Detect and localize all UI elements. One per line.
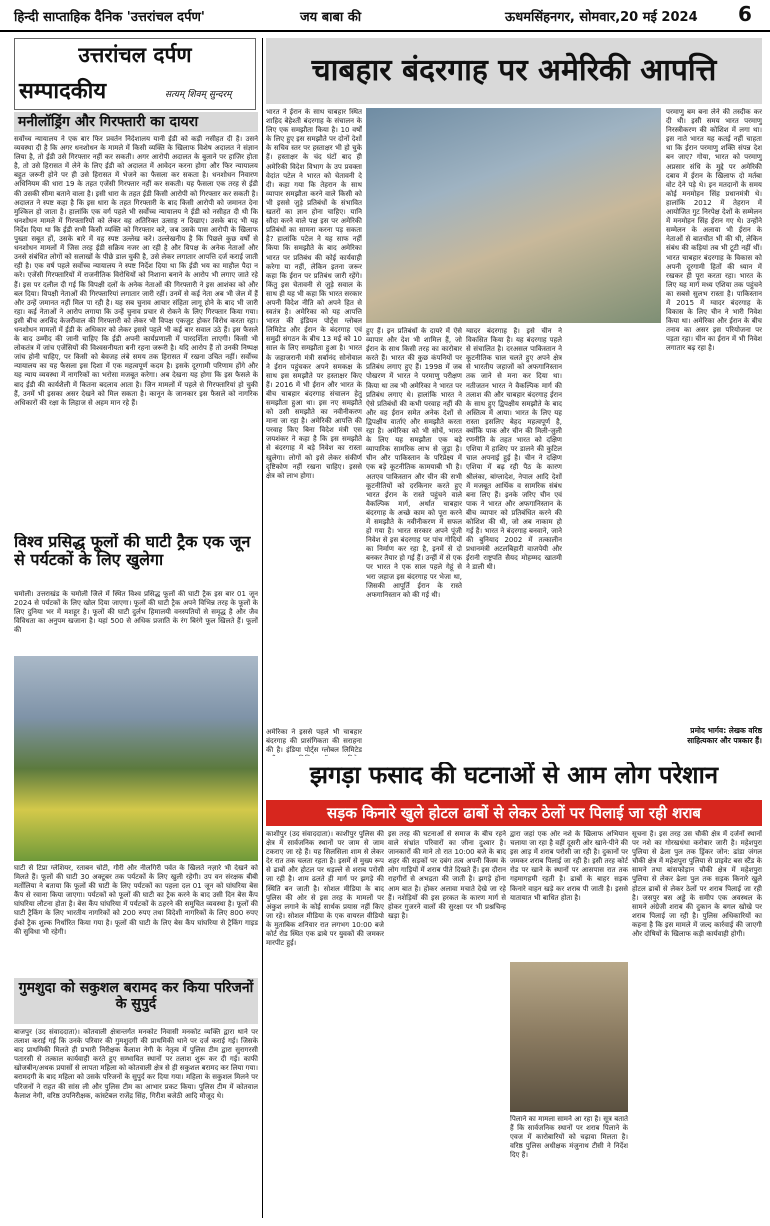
riot-headline: झगड़ा फसाद की घटनाओं से आम लोग परेशान	[309, 762, 719, 789]
riot-subheadline: सड़क किनारे खुले होटल ढाबों से लेकर ठेलों पर पिलाई जा रही शराब	[266, 800, 762, 826]
page-number: 6	[738, 2, 752, 26]
valley-photo	[14, 656, 258, 861]
valley-body-top: चमोली। उत्तराखंड के चमोली जिले में स्थित विश्व प्रसिद्ध फूलों की घाटी ट्रैक इस बार 01 जून 2024 से पर्यटकों के लिए खोल दिया जाएगा। फूलों की घाटी ट्रैक अपने विभिन्न तरह के फूलों के लिए दुनिया भर में मशहूर है। फूलों की घाटी दुर्लभ हिमालयी वनस्पतियों से समृद्ध है और जैव विविधता का अनुपम खजाना है। यहां 500 से अधिक प्रजाति के रंग बिरंगे फूल खिलते हैं। फूलों की	[14, 590, 258, 635]
masthead-bar	[0, 0, 770, 32]
chabahar-col3: ग्वादर बंदरगाह है। इसे चीन ने विकसित किया है। यह बंदरगाह पहले से संचालित है। दरअसल पाकिस्तान ने कूटनीतिक चाल चलते हुए अपने क्षेत्र से भारतीय जहाजों को अफगानिस्तान तक जाने से मना कर दिया था। नतीजतन भारत ने वैकल्पिक मार्ग की तलाश की और चाबहार बंदरगाह ईरान के साथ हुए द्विपक्षीय समझौते के बाद अस्तित्व में आया। भारत के लिए यह रास्ता इसलिए बेहद महत्वपूर्ण है, क्योंकि पाक और चीन की मिली-जुली रणनीति के तहत भारत को दक्षिण एशिया में हाशिए पर डालने की कुटिल चाल अपनाई हुई है। चीन ने दक्षिण एशिया में बढ़ रही पैठ के कारण श्रीलंका, बांग्लादेश, नेपाल आदि देशों में मजबूत आर्थिक व सामरिक संबंध बना लिए हैं। इनके जरिए चीन एवं पाक ने भारत और अफगानिस्तान के बीच व्यापार को प्रतिबंधित करने की कोशिश की थी, जो अब नाकाम हो गई है। भारत ने बंदरगाह बनवाने, जाने की बुनियाद 2002 में तत्कालीन प्रधानमंत्री अटलबिहारी वाजपेयी और ईरानी राष्ट्रपति सैयद मोहम्मद खातमी ने डाली थी।	[466, 327, 562, 572]
port-photo	[366, 108, 661, 323]
editorial-motto: सत्यम् शिवम् सुन्दरम्	[165, 90, 232, 100]
editorial-label: सम्पादकीय	[19, 79, 107, 104]
date-line: ऊधमसिंहनगर, सोमवार,20 मई 2024	[505, 10, 698, 25]
missing-headline: गुमशुदा को सकुशल बरामद कर किया परिजनों के सुपुर्द	[14, 978, 258, 1024]
editorial-header	[14, 38, 256, 110]
chabahar-col1: भारत ने ईरान के साथ चाबहार स्थित शाहिद बेहेश्ती बंदरगाह के संचालन के लिए एक समझौता किया है। 10 वर्षों के लिए हुए इस समझौते पर दोनों देशों के सचिव स्तर पर हस्ताक्षर भी हो चुके हैं। हस्ताक्षर के चंद घंटों बाद ही अमेरिकी विदेश विभाग के उप प्रवक्ता वेदांत पटेल ने भारत को चेतावनी दे दी। कहा गया कि तेहरान के साथ व्यापार समझौता करने वाले किसी को भी इससे जुड़े प्रतिबंधों के संभावित खतरों का ज्ञान होना चाहिए। यानि सौदा करने वाले पक्ष इस पर अमेरिकी प्रतिबंधों का सामना करना पड़ सकता है? हालांकि पटेल ने यह साफ नहीं किया कि समझौते के बाद अमेरिका भारत पर प्रतिबंध की कोई कार्यवाही करेगा या नहीं, लेकिन इतना जरूर कहा कि ईरान पर प्रतिबंध जारी रहेंगे। किंतु इस चेतावनी से जुड़े सवाल के साथ ही यह भी कहा कि भारत सरकार अपनी विदेश नीति को अपने हित से स्वतंत्र है। अमेरिका को यह आपत्ति भारत की इंडियन पोर्ट्स ग्लोबल लिमिटेड और ईरान के बंदरगाह एवं समुद्री संगठन के बीच 13 मई को 10 साल के लिए समझौता हुआ है। भारत के जहाजरानी मंत्री सर्बानंद सोनोवाल ने ईरान पहुंचकर अपने समकक्ष के साथ इस समझौते पर हस्ताक्षर किए हैं। 2016 में भी ईरान और भारत के बीच चाबहार बंदरगाह संचालन हेतु समझौता हुआ था। इस नए समझौते को उसी समझौते का नवीनीकरण माना जा रहा है। अमेरिकी आपत्ति की परवाह किए बिना विदेश मंत्री एस जयशंकर ने कहा है कि इस समझौते से बंदरगाह में बड़े निवेश का रास्ता खुलेगा। लोगों को इसे लेकर संकीर्ण दृष्टिकोण नहीं रखना चाहिए। इससे क्षेत्र को लाभ होगा।	[266, 108, 362, 480]
riot-col3b: पिलाने का मामला सामने आ रहा है। सूत्र बताते हैं कि सार्वजनिक स्थानों पर शराब पिलाने के एवज में कारोबारियों को चढ़ावा मिलता है। वरिष्ठ पुलिस अधीक्षक मंजुनाथ टीसी ने निर्देश दिए हैं।	[510, 1115, 628, 1160]
riot-col2: इस तरह की घटनाओं से समाज के बीच रहने वाले संभ्रांत परिवारों का जीना दुश्वार है। जानकारों की माने तो रात 10:00 बजे के बाद शहर की सड़कों पर दबंग तत्व अपनी किस्म के लोग गाड़ियों में शराब पीते दिखते हैं। इस दौरान राहगीरों से अभद्रता की जाती है। झगड़े होना आम बात है। होकर अलावा मचाते देखे जा रहे हैं। नशेड़ियों की इस हरकत के कारण मार्ग से होकर गुजरने वालों की सुरक्षा पर भी प्रश्नचिन्ह खड़ा है।	[388, 830, 506, 920]
header-center-text: जय बाबा की	[300, 10, 362, 25]
riot-col1: काशीपुर (उद संवाददाता)। काशीपुर पुलिस की क्षेत्र में सार्वजनिक स्थानों पर जाम से जाम टकराए जा रहे हैं। यह सिलसिला शाम से लेकर देर रात तक चलता रहता है। इसमें से मुख्य रूप से ढाबों और होटल पर धड़ल्ले से शराब परोसी जा रही है। शाम ढलते ही मार्ग पर झगड़े की स्थिति बन जाती है। सोशल मीडिया के बाद पुलिस की ओर से इस तरह के मामलों पर अंकुश लगाने के कोई सार्थक प्रयास नहीं किए जा रहे। सोशल मीडिया के एक वायरल वीडियो के मुताबिक शनिवार रात लगभग 10:00 बजे कोर्ट रोड स्थित एक ढाबे पर युवकों की जमकर मारपीट हुई।	[266, 830, 384, 948]
riot-photo	[510, 962, 628, 1112]
editorial-title: मनीलॉड्रिंग और गिरफ्तारी का दायरा	[14, 112, 258, 132]
valley-headline: विश्व प्रसिद्ध फूलों की घाटी ट्रैक एक जून से पर्यटकों के लिए खुलेगा	[14, 533, 251, 570]
editorial-body: सर्वोच्च न्यायालय ने एक बार फिर प्रवर्तन निदेशालय यानी ईडी को कड़ी नसीहत दी है। उसने व्यवस्था दी है कि अगर धनशोधन के मामले में किसी व्यक्ति के खिलाफ विशेष अदालत ने संज्ञान लिया है, तो ईडी उसे गिरफ्तार नहीं कर सकती। अगर आरोपी अदालत के बुलाने पर हाजिर होता है, तो उसे हिरासत में लेने के लिए ईडी को अदालत में आवेदन करना होगा और फिर न्यायालय बहुत जरूरी होने पर ही उसे हिरासत में भेजने का फैसला कर सकता है। धनशोधन निवारण अधिनियम की धारा 19 के तहत एजेंसी गिरफ्तार नहीं कर सकती। यह फैसला एक तरह से ईडी की उसकी सीमा बताने वाला है। इसी धारा के तहत ईडी किसी आरोपी को गिरफ्तार कर सकती है। अदालत ने स्पष्ट कहा है कि इस धारा के तहत गिरफ्तारी के बाद किसी आरोपी को जमानत देना मुश्किल हो जाता है। हालांकि एक वर्ग पहले भी सर्वोच्च न्यायालय ने ईडी को नसीहत दी थी कि धनशोधन मामले में गिरफ्तारियों को लेकर वह अतिरिक्त उत्साह न दिखाए। उसके बाद भी यह निर्देश दिया था कि ईडी सभी किसी व्यक्ति को गिरफ्तार करे, जब उसके पास आरोपी के खिलाफ पुख्ता सबूत हों, उसके बारे में वह स्पष्ट उल्लेख करे। उल्लेखनीय है कि पिछले कुछ वर्षों से धनशोधन मामलों में जिस तरह ईडी सक्रिय नजर आ रही है और विपक्ष के अनेक नेताओं और उनसे संबंधित लोगों को सलाखों के पीछे डाल चुकी है, उसे लेकर लगातार आपत्ति दर्ज कराई जाती रही है। एक वर्ष पहले सर्वोच्च न्यायालय ने स्पष्ट निर्देश दिया था कि ईडी भय का माहौल पैदा न करे। एजेंसी गिरफ्तारियों में राजनीतिक विरोधियों को निशाना बनाने के आरोप भी लगाए जाते रहे हैं। इस पर दलील दी गई कि विपक्षी दलों के अनेक नेताओं की गिरफ्तारी ने इस आशंका को और बल दिया। विपक्षी नेताओं की गिरफ्तारियां लगातार जारी रहीं। उनमें से कई नेता अब भी जेल में हैं और उन्हें जमानत नहीं मिल पा रही है। यह सब चुनाव आचार संहिता लागू होने के बाद भी जारी रहा। कई नेताओं ने आरोप लगाया कि उन्हें चुनाव प्रचार से रोकने के लिए गिरफ्तार किया गया। इसी बीच अरविंद केजरीवाल की गिरफ्तारी को लेकर भी विपक्ष एकजुट होकर विरोध करता रहा। धनशोधन मामलों में ईडी के अधिकार को लेकर इससे पहले भी कई बार सवाल उठे हैं। इस फैसले के बाद उम्मीद की जानी चाहिए कि ईडी अपनी कार्यप्रणाली में पारदर्शिता लाएगी। किसी भी लोकतंत्र में जांच एजेंसियों की विश्वसनीयता बनी रहना जरूरी है। यदि आरोप हैं तो उनकी निष्पक्ष जांच होनी चाहिए, पर किसी को बेवजह लंबे समय तक हिरासत में रखना उचित नहीं। सर्वोच्च न्यायालय का यह फैसला इस दिशा में एक महत्वपूर्ण कदम है। इसके दूरगामी परिणाम होंगे और यह न्याय व्यवस्था में नागरिकों का भरोसा मजबूत करेगा। अब देखना यह होगा कि इस फैसले के बाद ईडी की कार्यशैली में कितना बदलाव आता है। जिन मामलों में पहले से गिरफ्तारियां हो चुकी हैं, उनमें भी इसका असर देखने को मिल सकता है। कानून के जानकार इस फैसले को नागरिक अधिकारों की रक्षा के लिहाज से अहम मान रहे हैं।	[14, 135, 258, 407]
chabahar-col1b: अमेरिका ने इससे पहले भी चाबहार बंदरगाह की प्रासंगिकता की सराहना की है। इंडिया पोर्ट्स ग्लोबल लिमिटेड	[266, 728, 362, 755]
chabahar-col2: हुए हैं। इन प्रतिबंधों के दायरे में ऐसे व्यापार और देश भी शामिल हैं, जो ईरान के साथ किसी तरह का कारोबार करते हैं। भारत की कुछ कंपनियों पर प्रतिबंध लगाए हुए हैं। 1998 में जब पोखरण में भारत ने परमाणु परीक्षण किया था तब भी अमेरिका ने भारत पर प्रतिबंध लगाए थे। हालांकि भारत ने ऐसे प्रतिबंधों की कभी परवाह नहीं की और वह ईरान समेत अनेक देशों से द्विपक्षीय वार्ताएं और समझौते करता रहा है। अमेरिका को भी सोचें, भारत के लिए यह समझौता एक बड़े व्यापारिक सामरिक लाभ से जुड़ा है। चीन और पाकिस्तान के परिप्रेक्ष्य में एक बड़े कूटनीतिक कामयाबी भी है। अतएव पाकिस्तान और चीन की सभी कूटनीतियों को दरकिनार करते हुए भारत ईरान के रास्ते पहुंचने वाले वैकल्पिक मार्ग, अर्थात चाबहार बंदरगाह के अच्छे काम को पूरा करने में समझौते के नवीनीकरण में सफल हो गया है। भारत सरकार अपने पूंजी निवेश से इस बंदरगाह पर पांच गोदियों का निर्माण कर रहा है, इनमें से दो बनकर तैयार हो गई हैं। उन्हीं में से एक पर भारत ने एक साल पहले गेहूं से भरा जहाज इस बंदरगाह पर भेजा था, जिसकी आपूर्ति ईरान के रास्ते अफगानिस्तान को की गई थी।	[366, 327, 462, 599]
column-divider	[262, 38, 263, 1218]
riot-col4: सूचना है। इस तरह उस चौकी क्षेत्र में दर्जनों स्थानों पर नशे का गोरखधंधा करोबार जारी है। महेशपुरा पुलिया से ढेला पुल तक ड्रिंकर जोन: ढांडा जंगल चौकी क्षेत्र में महेशपुरा पुलिया से प्राइवेट बस स्टैंड के सामने तथा बांसफोड़ान चौकी क्षेत्र में महेशपुरा पुलिया से लेकर ढेला पुल तक सड़क किनारे खुले होटल ढाबों से लेकर ठेलों पर शराब पिलाई जा रही है। जसपुर बस अड्डे के समीप एक अवस्थल के सामने अंग्रेजी शराब की दुकान के बगल खोखे पर शराब पिलाई जा रही है। पुलिस अधिकारियों का कहना है कि इस मामले में जल्द कार्रवाई की जाएगी और दोषियों के खिलाफ कड़ी कार्यवाही होगी।	[632, 830, 762, 939]
author-credit: प्रमोद भार्गव: लेखक वरिष्ठ साहित्यकार और पत्रकार हैं।	[687, 726, 762, 745]
chabahar-col4: परमाणु बम बना लेने की तस्दीक कर दी थी। इसी समय भारत परमाणु निरस्त्रीकरण की कोशिश में लगा था। इस नाते भारत यह कतई नहीं चाहता था कि ईरान परमाणु शक्ति संपन्न देश बन जाए? गोया, भारत को परमाणु अप्रसार संधि के मुद्दे पर अमेरिकी दबाव में ईरान के खिलाफ दो मर्तबा वोट देने पड़े थे। इन मतदानों के समय कोई मनमोहन सिंह प्रधानमंत्री थे। हालांकि 2012 में तेहरान में आयोजित गुट निरपेक्ष देशों के सम्मेलन में मनमोहन सिंह ईरान गए थे। उन्होंने सम्मेलन के अलावा भी ईरान के नेताओं से बातचीत भी की थी, लेकिन संबंध की कड़ियां तब भी टूटी नहीं थीं। भारत चाबहार बंदरगाह के विकास को अपनी दूरगामी हितों की ध्यान में रखकर ही पूरा करता रहा। भारत के लिए यह मार्ग मध्य एशिया तक पहुंचने का सबसे सुलभ रास्ता है। पाकिस्तान में 2015 में ग्वादर बंदरगाह के विकास के लिए चीन ने भारी निवेश किया था। अमेरिका और ईरान के बीच तनाव का असर इस परियोजना पर पड़ता रहा। चीन का ईरान में भी निवेश लगातार बढ़ रहा है।	[666, 108, 762, 353]
paper-tagline: हिन्दी साप्ताहिक दैनिक 'उत्तरांचल दर्पण'	[14, 10, 205, 25]
valley-body-bottom: घाटी से टिप्रा ग्लेशियर, रताबन चोटी, गौरी और नीलगिरी पर्वत के खिलते नज़ारे भी देखने को मिलते हैं। फूलों की घाटी 30 अक्टूबर तक पर्यटकों के लिए खुली रहेगी। उप वन संरक्षक बीबी मर्तोलिया ने बताया कि फूलों की घाटी के लिए पर्यटकों का पहला दल 01 जून को घांघरिया बेस कैंप से रवाना किया जाएगा। पर्यटकों को फूलों की घाटी का ट्रैक करने के बाद उसी दिन बेस कैंप घांघरिया लौटना होता है। बेस कैंप घांघरिया में पर्यटकों के ठहरने की समुचित व्यवस्था है। फूलों की घाटी ट्रैकिंग के लिए भारतीय नागरिकों को 200 रुपए तथा विदेशी नागरिकों के लिए 800 रुपए ईको ट्रैक शुल्क निर्धारित किया गया है। फूलों की घाटी के लिए बेस कैंप घांघरिया से ट्रैकिंग गाइड की सुविधा भी रहेगी।	[14, 864, 258, 936]
missing-body: बाजपुर (उद संवाददाता)। कोतवाली क्षेत्रान्तर्गत मनकोट निवासी मनकोट व्यक्ति द्वारा थाने पर तलाश कराई गई कि उनके परिवार की गुमशुदगी की प्राथमिकी थाने पर दर्ज कराई गई। जिसके बाद प्राथमिकी मिलते ही प्रभारी निरीक्षक कैलाश नेगी के नेतृत्व में पुलिस टीम द्वारा सुरागरसी पतारसी से तत्काल कार्यवाही करते हुए सम्भावित स्थानों पर तलाश शुरू कर दी गई। काफी खोजबीन/अथक प्रयासों से लापता महिला को कोतवाली क्षेत्र से ही सकुशल बरामद कर लिया गया। बरामदगी के बाद महिला को उसके परिजनों के सुपुर्द कर दिया गया। महिला के सकुशल मिलने पर परिजनों ने राहत की सांस ली और पुलिस टीम का आभार प्रकट किया। पुलिस टीम में कोतवाल कैलाश नेगी, वरिष्ठ उपनिरीक्षक, कांस्टेबल राजेंद्र सिंह, गिरीश बजेठी आदि मौजूद थे।	[14, 1028, 258, 1100]
riot-col3: द्वारा जहां एक ओर नशे के खिलाफ अभियान चलाया जा रहा है वहीं दूसरी ओर खाने-पीने की इस आड़ में शराब परोसी जा रही है। दुकानों पर जमकर शराब पिलाई जा रही है। इसी तरह कोर्ट रोड पर खाने के स्थानों पर आसपास रात तक गहमागहमी रहती है। ढाबों के बाहर सड़क किनारे वाहन खड़े कर शराब पी जाती है। इससे यातायात भी बाधित होता है।	[510, 830, 628, 902]
editorial-paper-name: उत्तरांचल दर्पण	[78, 43, 192, 67]
chabahar-headline: चाबहार बंदरगाह पर अमेरिकी आपत्ति	[266, 38, 762, 104]
